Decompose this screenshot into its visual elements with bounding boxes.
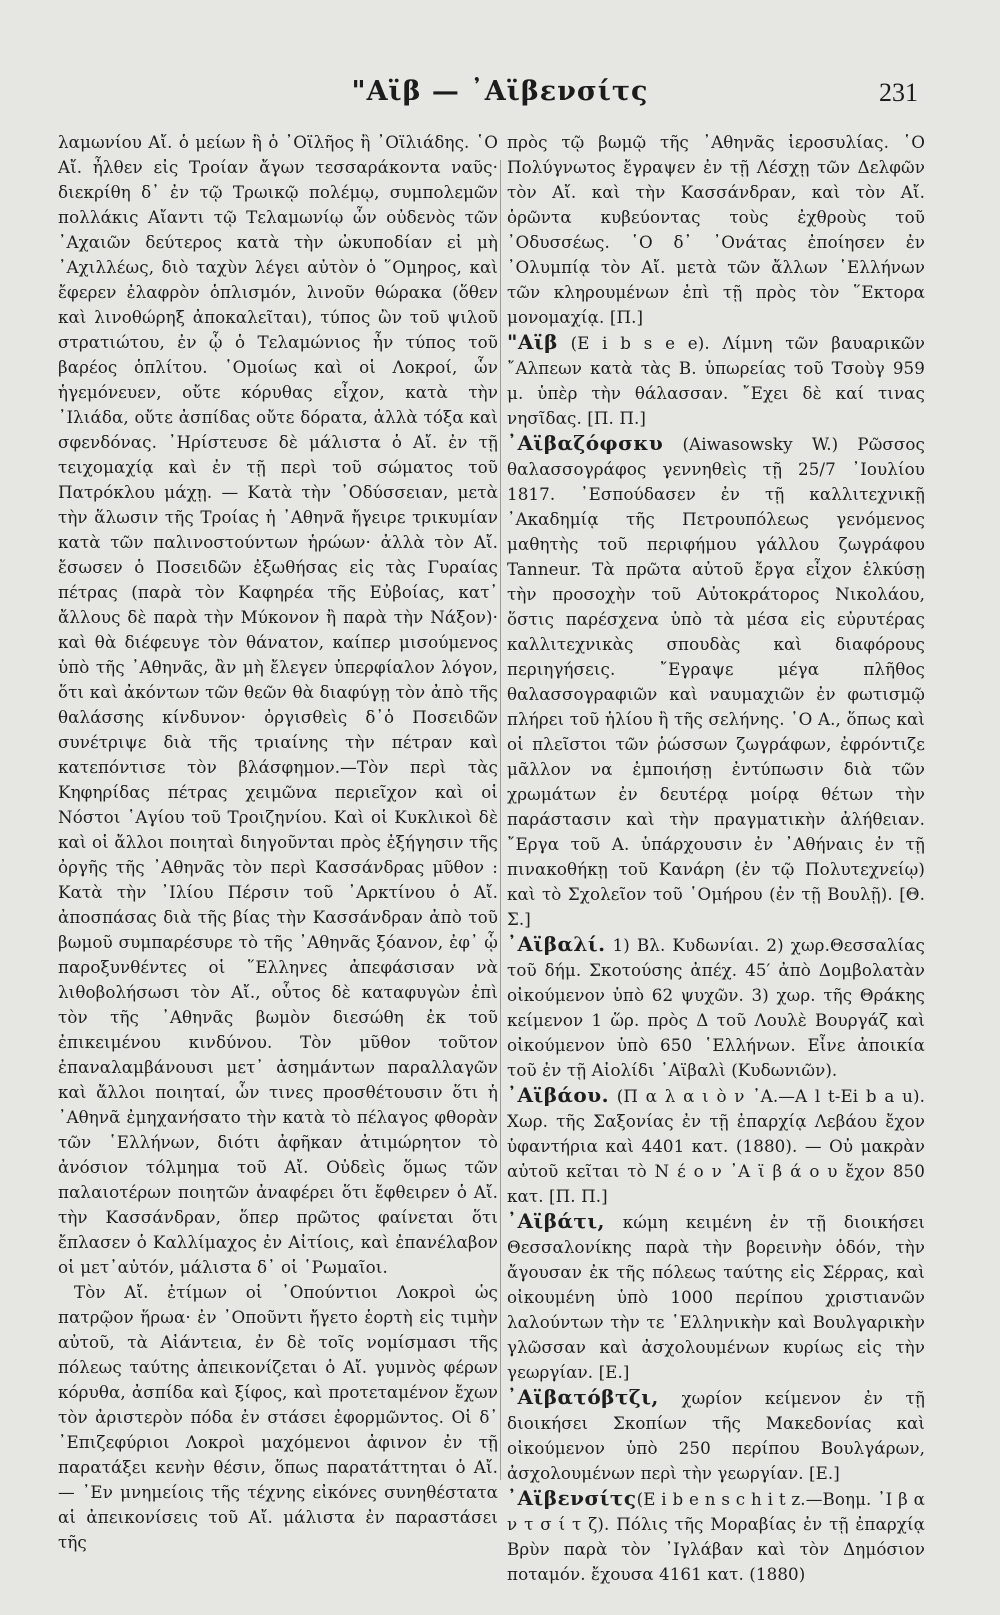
page-number: 231 (879, 78, 918, 107)
left-column (58, 130, 498, 1555)
entry-text: (Aiwasowsky W.) Ρῶσσος θαλασσογράφος γεννηθεὶς τῇ 25/7 ᾽Ιουλίου 1817. ᾽Εσπούδασεν ἐν τῇ καλλιτεχνικῇ ᾽Ακαδημίᾳ τῆς Πετρουπόλεως γενόμενος μαθητὴς τοῦ περιφήμου γάλλου ζωγράφου Tanneur. Τὰ πρῶτα αὐτοῦ ἔργα εἶχον ἑλκύσῃ τὴν προσοχὴν τοῦ Αὐτοκράτορος Νικολάου, ὅστις παρέσχενα ὑπὸ τὰ μέσα εἰς εὐρυτέρας καλλιτεχνικὰς σπουδὰς καὶ διαφόρους περιηγήσεις. ῎Εγραψε μέγα πλῆθος θαλασσογραφιῶν καὶ ναυμαχιῶν ἐν φωτισμῷ πλήρει τοῦ ἡλίου ἢ τῆς σελήνης. ῾Ο Α., ὅπως καὶ οἱ πλεῖστοι τῶν ῥώσσων ζωγράφων, ἐφρόντιζε μᾶλλον να ἐμποιήσῃ ἐντύπωσιν διὰ τῶν χρωμάτων ἐν δευτέρᾳ μοίρᾳ θέτων τὴν παράστασιν καὶ τὴν πραγματικὴν ἀλήθειαν. ῎Εργα τοῦ Α. ὑπάρχουσιν ἐν ᾽Αθήναις ἐν τῇ πινακοθήκῃ τοῦ Κανάρη (ἐν τῷ Πολυτεχνείῳ) καὶ τὸ Σχολεῖον τοῦ ῾Ομήρου (ἐν τῇ Βουλῇ). [Θ. Σ.] (507, 434, 925, 929)
entry-headword: ᾽Αϊβαλί. (507, 932, 606, 956)
entry-headword: ᾽Αϊβάτι, (507, 1209, 605, 1233)
entry-headword: ᾽Αϊβατόβτζι, (507, 1385, 659, 1409)
dictionary-entry (507, 932, 925, 1083)
dictionary-entry (507, 431, 925, 932)
paragraph: λαμωνίου Αἴ. ὁ μείων ἢ ὁ ᾽Οϊλῆος ἢ ᾽Οϊλιάδης. ῾Ο Αἴ. ἦλθεν εἰς Τροίαν ἄγων τεσσαράκοντα ναῦς· διεκρίθη δ᾽ ἐν τῷ Τρωικῷ πολέμῳ, συμπολεμῶν πολλάκις Αἴαντι τῷ Τελαμωνίῳ ὧν οὐδενὸς τῶν ᾽Αχαιῶν δεύτερος κατὰ τὴν ὠκυποδίαν εἰ μὴ ᾽Αχιλλέως, διὸ ταχὺν λέγει αὐτὸν ὁ ῞Ομηρος, καὶ ἔφερεν ἐλαφρὸν ὁπλισμόν, λινοῦν θώρακα (ὅθεν καὶ λινοθώρηξ ἀποκαλεῖται), τύπος ὢν τοῦ ψιλοῦ στρατιώτου, ἐν ᾧ ὁ Τελαμώνιος ἦν τύπος τοῦ βαρέος ὁπλίτου. ῾Ομοίως καὶ οἱ Λοκροί, ὧν ἡγεμόνευεν, οὔτε κόρυθας εἶχον, κατὰ τὴν ᾽Ιλιάδα, οὔτε ἀσπίδας οὔτε δόρατα, ἀλλὰ τόξα καὶ σφενδόνας. ᾽Ηρίστευσε δὲ μάλιστα ὁ Αἴ. ἐν τῇ τειχομαχίᾳ καὶ ἐν τῇ περὶ τοῦ σώματος τοῦ Πατρόκλου μάχῃ. — Κατὰ τὴν ᾽Οδύσσειαν, μετὰ τὴν ἅλωσιν τῆς Τροίας ἡ ᾽Αθηνᾶ ἤγειρε τρικυμίαν κατὰ τῶν παλινοστούντων ἡρώων· ἀλλὰ τὸν Αἴ. ἔσωσεν ὁ Ποσειδῶν ἐξωθήσας εἰς τὰς Γυραίας πέτρας (παρὰ τὸν Καφηρέα τῆς Εὐβοίας, κατ᾽ ἄλλους δὲ παρὰ τὴν Μύκονον ἢ παρὰ τὴν Νάξον)· καὶ θὰ διέφευγε τὸν θάνατον, καίπερ μισούμενος ὑπὸ τῆς ᾽Αθηνᾶς, ἂν μὴ ἔλεγεν ὑπερφίαλον λόγον, ὅτι καὶ ἀκόντων τῶν θεῶν θὰ διαφύγῃ τὸν ἀπὸ τῆς θαλάσσης κίνδυνον· ὀργισθεὶς δ᾽ὁ Ποσειδῶν συνέτριψε διὰ τῆς τριαίνης τὴν πέτραν καὶ κατεπόντισε τὸν βλάσφημον.—Τὸν περὶ τὰς Κηφηρίδας πέτρας χειμῶνα περιεῖχον καὶ οἱ Νόστοι ῾Αγίου τοῦ Τροιζηνίου. Καὶ οἱ Κυκλικοὶ δὲ καὶ οἱ ἄλλοι ποιηταὶ διηγοῦνται πρὸς ἐξήγησιν τῆς ὀργῆς τῆς ᾽Αθηνᾶς τὸν περὶ Κασσάνδρας μῦθον : Κατὰ τὴν ᾽Ιλίου Πέρσιν τοῦ ᾽Αρκτίνου ὁ Αἴ. ἀποσπάσας διὰ τῆς βίας τὴν Κασσάνδραν ἀπὸ τοῦ βωμοῦ συμπαρέσυρε τὸ τῆς ᾽Αθηνᾶς ξόανον, ἐφ᾽ ᾧ παροξυνθέντες οἱ ῞Ελληνες ἀπεφάσισαν νὰ λιθοβολήσωσι τὸν Αἴ., οὗτος δὲ καταφυγὼν ἐπὶ τὸν τῆς ᾽Αθηνᾶς βωμὸν διεσώθη ἐκ τοῦ ἐπικειμένου κινδύνου. Τὸν μῦθον τοῦτον ἐπαναλαμβάνουσι μετ᾽ ἀσημάντων παραλλαγῶν καὶ ἄλλοι ποιηταί, ὧν τινες προσθέτουσιν ὅτι ἡ ᾽Αθηνᾶ ἐμηχανήσατο τὴν κατὰ τὸ πέλαγος φθορὰν τῶν ῾Ελλήνων, διότι ἀφῆκαν ἀτιμώρητον τὸ ἀνόσιον τόλμημα τοῦ Αἴ. Οὐδεὶς ὅμως τῶν παλαιοτέρων ποιητῶν ἀναφέρει ὅτι ἔφθειρεν ὁ Αἴ. τὴν Κασσάνδραν, ὅπερ πρῶτος φαίνεται ὅτι ἔπλασεν ὁ Καλλίμαχος ἐν Αἰτίοις, καὶ ἐπανέλαβον οἱ μετ᾽αὐτόν, μάλιστα δ᾽ οἱ ῾Ρωμαῖοι. (58, 132, 498, 1277)
entry-text: χωρίον κείμενον ἐν τῇ διοικήσει Σκοπίων τῆς Μακεδονίας καὶ οἰκούμενον ὑπὸ 250 περίπου Βουλγάρων, ἀσχολουμένων περὶ τὴν γεωργίαν. [Ε.] (507, 1388, 925, 1483)
entry-text: 1) Βλ. Κυδωνίαι. 2) χωρ.Θεσσαλίας τοῦ δήμ. Σκοτούσης ἀπέχ. 45′ ἀπὸ Δομβολατὰν οἰκούμενον ὑπὸ 62 ψυχῶν. 3) χωρ. τῆς Θράκης κείμενον 1 ὥρ. πρὸς Δ τοῦ Λουλὲ Βουργάζ καὶ οἰκούμενον ὑπὸ 650 ῾Ελλήνων. Εἶνε ἀποικία τοῦ ἐν τῇ Αἰολίδι ᾽Αϊβαλὶ (Κυδωνιῶν). (507, 935, 925, 1080)
dictionary-entry (507, 1209, 925, 1385)
entry-text: (Π α λ α ι ὸ ν ᾽Α.—A l t-Ei b a u). Χωρ. τῆς Σαξονίας ἐν τῇ ἐπαρχίᾳ Λεβάου ἔχον ὑφαντήρια καὶ 4401 κατ. (1880). — Οὐ μακρὰν αὐτοῦ κεῖται τὸ Ν έ ο ν ᾽Α ϊ β ά ο υ ἔχον 850 κατ. [Π. Π.] (507, 1086, 925, 1206)
dictionary-entry (507, 1385, 925, 1486)
paragraph: πρὸς τῷ βωμῷ τῆς ᾽Αθηνᾶς ἱεροσυλίας. ῾Ο Πολύγνωτος ἔγραψεν ἐν τῇ Λέσχῃ τῶν Δελφῶν τὸν Αἴ. καὶ τὴν Κασσάνδραν, καὶ τὸν Αἴ. ὁρῶντα κυβεύοντας τοὺς ἐχθροὺς τοῦ ᾽Οδυσσέως. ῾Ο δ᾽ ᾽Ονάτας ἐποίησεν ἐν ᾽Ολυμπίᾳ τὸν Αἴ. μετὰ τῶν ἄλλων ῾Ελλήνων τῶν κληρουμένων ἐπὶ τῇ πρὸς τὸν ῞Εκτορα μονομαχίᾳ. [Π.] (507, 132, 925, 327)
entry-headword: ᾽Αϊβενσίτς (507, 1486, 637, 1510)
entry-headword: "Αϊβ (507, 330, 558, 354)
page-header (0, 76, 1000, 116)
dictionary-entry (507, 1486, 925, 1587)
running-head: "Αϊβ — ᾽Αϊβενσίτς (351, 76, 649, 107)
entry-text: κώμη κειμένη ἐν τῇ διοικήσει Θεσσαλονίκης παρὰ τὴν βορεινὴν ὁδόν, τὴν ἄγουσαν ἐκ τῆς πόλεως ταύτης εἰς Σέρρας, καὶ οἰκουμένη ὑπὸ 1000 περίπου χριστιανῶν λαλούντων τὴν τε ῾Ελληνικὴν καὶ Βουλγαρικὴν γλῶσσαν καὶ ἀσχολουμένων κυρίως εἰς τὴν γεωργίαν. [Ε.] (507, 1212, 925, 1382)
column-divider (500, 160, 501, 1480)
dictionary-entry (507, 1083, 925, 1209)
entry-headword: ᾽Αϊβάου. (507, 1083, 610, 1107)
entry-text: (E i b s e e). Λίμνη τῶν βαυαρικῶν ῎Αλπεων κατὰ τὰς Β. ὑπωρείας τοῦ Τσοὺγ 959 μ. ὑπὲρ τὴν θάλασσαν. ῎Εχει δὲ καί τινας νησῖδας. [Π. Π.] (507, 333, 925, 428)
paragraph: Τὸν Αἴ. ἐτίμων οἱ ᾽Οπούντιοι Λοκροὶ ὡς πατρῷον ἥρωα· ἐν ᾽Οποῦντι ἤγετο ἑορτὴ εἰς τιμὴν αὐτοῦ, τὰ Αἰάντεια, ἐν δὲ τοῖς νομίσμασι τῆς πόλεως ταύτης ἀπεικονίζεται ὁ Αἴ. γυμνὸς φέρων κόρυθα, ἀσπίδα καὶ ξίφος, καὶ προτεταμένον ἔχων τὸν ἀριστερὸν πόδα ἐν στάσει ἐφορμῶντος. Οἱ δ᾽ ᾽Επιζεφύριοι Λοκροὶ μαχόμενοι ἀφινον ἐν τῇ παρατάξει κενὴν θέσιν, ὅπως παρατάττηται ὁ Αἴ. — ᾽Εν μνημείοις τῆς τέχνης εἰκόνες συνηθέστατα αἱ ἀπεικονίσεις τοῦ Αἴ. μάλιστα ἐν παραστάσει τῆς (58, 1282, 498, 1552)
entry-text: (E i b e n s c h i t z.—Βοημ. ᾽Ι β α ν τ σ ί τ ζ). Πόλις τῆς Μοραβίας ἐν τῇ ἐπαρχίᾳ Βρὺν παρὰ τὸν ᾽Ιγλάβαν καὶ τὸν Δημόσιον ποταμόν. ἔχουσα 4161 κατ. (1880) (507, 1489, 925, 1584)
entry-headword: ᾽Αϊβαζόφσκυ (507, 431, 664, 455)
right-column (507, 130, 925, 1587)
dictionary-entry (507, 330, 925, 431)
